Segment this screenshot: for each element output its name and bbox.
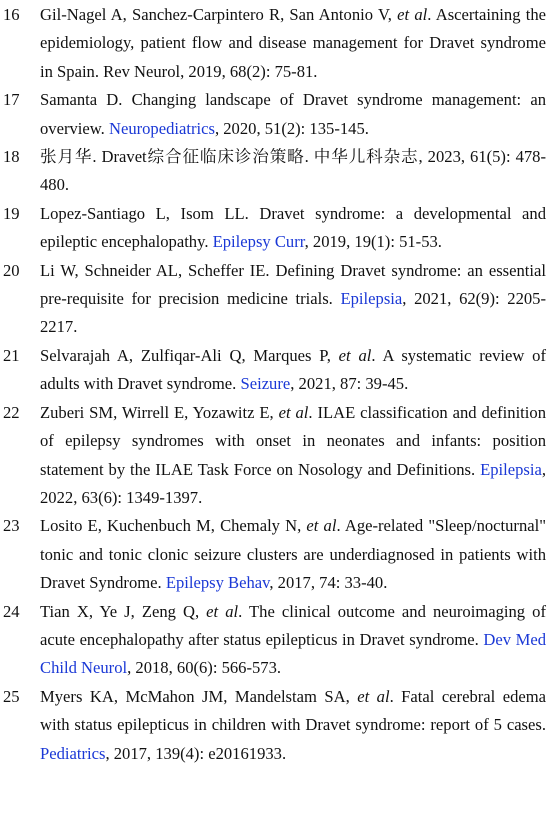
journal-link[interactable]: Epilepsia [480, 459, 542, 479]
reference-item [0, 1, 551, 86]
reference-number: 19 [3, 203, 20, 223]
reference-item [0, 683, 551, 768]
reference-item [0, 399, 551, 513]
journal-link[interactable]: Seizure [240, 374, 291, 394]
et-al: et al [206, 601, 239, 621]
et-al: et al [278, 402, 309, 422]
journal-link[interactable]: Epilepsia [340, 289, 403, 309]
reference-item [0, 200, 551, 257]
reference-text: Gil-Nagel A, Sanchez-Carpintero R, San Antonio V, et al. Ascertaining the epidemiology, patient flow and disease management for Dravet syndrome in Spain. Rev Neurol, 2019, 68(2): 75-81. [40, 5, 546, 81]
et-al: et al [397, 5, 428, 24]
reference-item [0, 143, 551, 200]
reference-number: 18 [3, 147, 20, 167]
reference-text: Lopez-Santiago L, Isom LL. Dravet syndrome: a developmental and epileptic encephalopathy. Epilepsy Curr, 2019, 19(1): 51-53. [40, 203, 546, 252]
reference-text: Myers KA, McMahon JM, Mandelstam SA, et al. Fatal cerebral edema with status epilepticus in children with Dravet syndrome: report of 5 cases. Pediatrics, 2017, 139(4): e20161933. [40, 686, 547, 763]
journal-link[interactable]: Epilepsy Behav [165, 573, 270, 593]
reference-number: 25 [3, 686, 20, 706]
reference-number: 20 [3, 260, 20, 280]
reference-text: Zuberi SM, Wirrell E, Yozawitz E, et al. ILAE classification and definition of epilepsy syndromes with onset in neonates and infants: position statement by the ILAE Task Force on Nosology and Definitions. Epilepsia, 2022, 63(6): 1349-1397. [40, 402, 546, 507]
reference-number: 17 [3, 90, 20, 110]
reference-item [0, 598, 551, 683]
reference-number: 16 [3, 5, 20, 24]
reference-number: 21 [3, 345, 20, 365]
reference-text: Tian X, Ye J, Zeng Q, et al. The clinical outcome and neuroimaging of acute encephalopathy after status epilepticus in Dravet syndrome. Dev Med Child Neurol, 2018, 60(6): 566-573. [40, 601, 546, 678]
journal-link[interactable]: Pediatrics [40, 743, 106, 763]
reference-text: Samanta D. Changing landscape of Dravet syndrome management: an overview. Neuropediatrics, 2020, 51(2): 135-145. [40, 90, 546, 138]
reference-text: Selvarajah A, Zulfiqar-Ali Q, Marques P, et al. A systematic review of adults with Dravet syndrome. Seizure, 2021, 87: 39-45. [40, 345, 546, 394]
reference-text: Li W, Schneider AL, Scheffer IE. Defining Dravet syndrome: an essential pre-requisite for precision medicine trials. Epilepsia, 2021, 62(9): 2205-2217. [40, 260, 546, 337]
et-al: et al [338, 345, 372, 365]
et-al: et al [357, 686, 390, 706]
reference-item [0, 257, 551, 342]
et-al: et al [306, 516, 337, 536]
reference-item [0, 342, 551, 399]
reference-number: 24 [3, 601, 20, 621]
reference-number: 22 [3, 402, 20, 422]
reference-item [0, 86, 551, 143]
journal-link[interactable]: Neuropediatrics [108, 118, 215, 138]
reference-number: 23 [3, 516, 20, 536]
journal-link[interactable]: Epilepsy Curr [212, 232, 305, 252]
reference-item [0, 512, 551, 597]
journal-link[interactable]: Dev Med Child Neurol [40, 629, 546, 678]
reference-text: Losito E, Kuchenbuch M, Chemaly N, et al. Age-related "Sleep/nocturnal" tonic and tonic clonic seizure clusters are underdiagnosed in patients with Dravet Syndrome. Epilepsy Behav, 2017, 74: 33-40. [40, 516, 547, 593]
reference-text: 张月华. Dravet综合征临床诊治策略. 中华儿科杂志, 2023, 61(5): 478-480. [40, 147, 546, 195]
